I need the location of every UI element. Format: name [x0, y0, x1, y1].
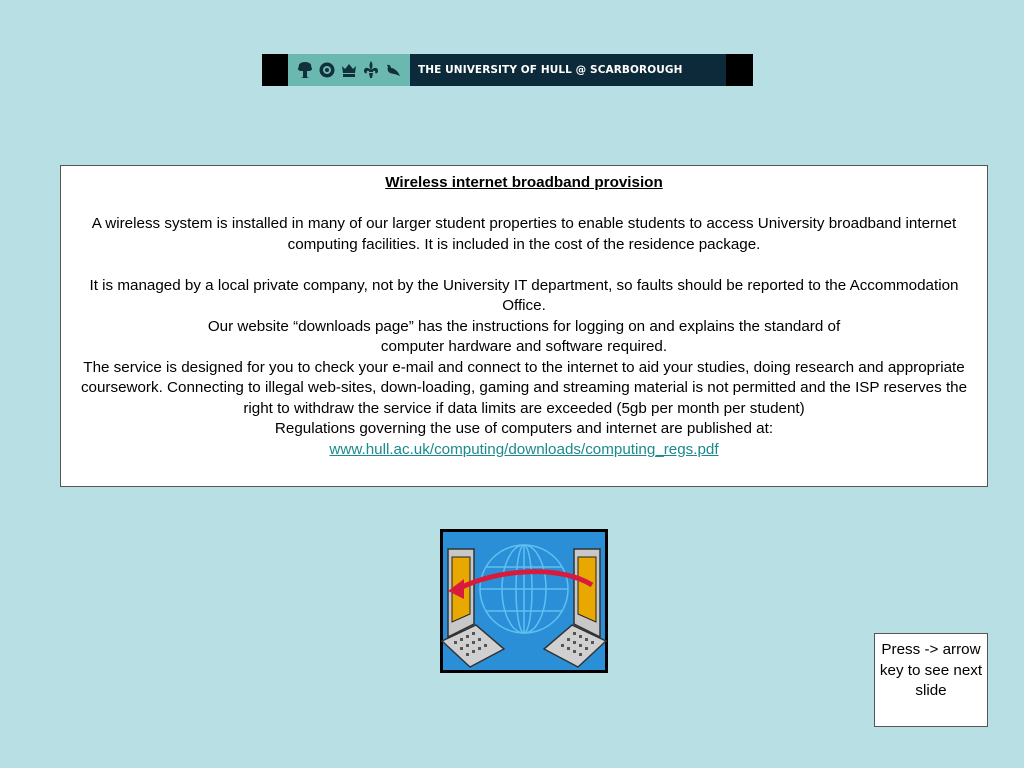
spacer [71, 255, 977, 276]
wireless-info-box [60, 165, 988, 487]
banner-crests [288, 54, 410, 86]
info-paragraph-5: Regulations governing the use of computers and internet are published at: [274, 420, 774, 437]
info-heading: Wireless internet broadband provision [385, 174, 663, 191]
info-paragraph-1: A wireless system is installed in many of our larger student properties to enable students to access University broadband internet computing facilities. It is included in the cost of the residence package. [91, 215, 957, 253]
bird-crest-icon [384, 60, 402, 80]
crown-crest-icon [340, 60, 358, 80]
tree-crest-icon [296, 60, 314, 80]
info-paragraph-3: Our website “downloads page” has the instructions for logging on and explains the standard of computer hardware and software required. [207, 317, 841, 355]
info-paragraph-2: It is managed by a local private company, not by the University IT department, so faults should be reported to the Accommodation Office. [89, 276, 959, 314]
regulations-link[interactable]: www.hull.ac.uk/computing/downloads/computing_regs.pdf [329, 440, 719, 458]
fleur-de-lis-crest-icon [362, 60, 380, 80]
info-paragraph-4: The service is designed for you to check your e-mail and connect to the internet to aid your studies, doing research and appropriate coursework. Connecting to illegal web-sites, down-loading, gaming and streaming material is not permitted and the ISP reserves the right to withdraw the service if data limits are exceeded (5gb per month per student) [80, 358, 968, 417]
banner-left-edge [262, 54, 288, 86]
university-banner [262, 54, 753, 86]
navigation-hint: Press -> arrow key to see next slide [874, 633, 988, 727]
networked-computers-illustration [440, 529, 608, 673]
spacer [71, 194, 977, 215]
banner-right-edge [726, 54, 753, 86]
rose-crest-icon [318, 60, 336, 80]
banner-title: THE UNIVERSITY OF HULL @ SCARBOROUGH [410, 54, 726, 86]
